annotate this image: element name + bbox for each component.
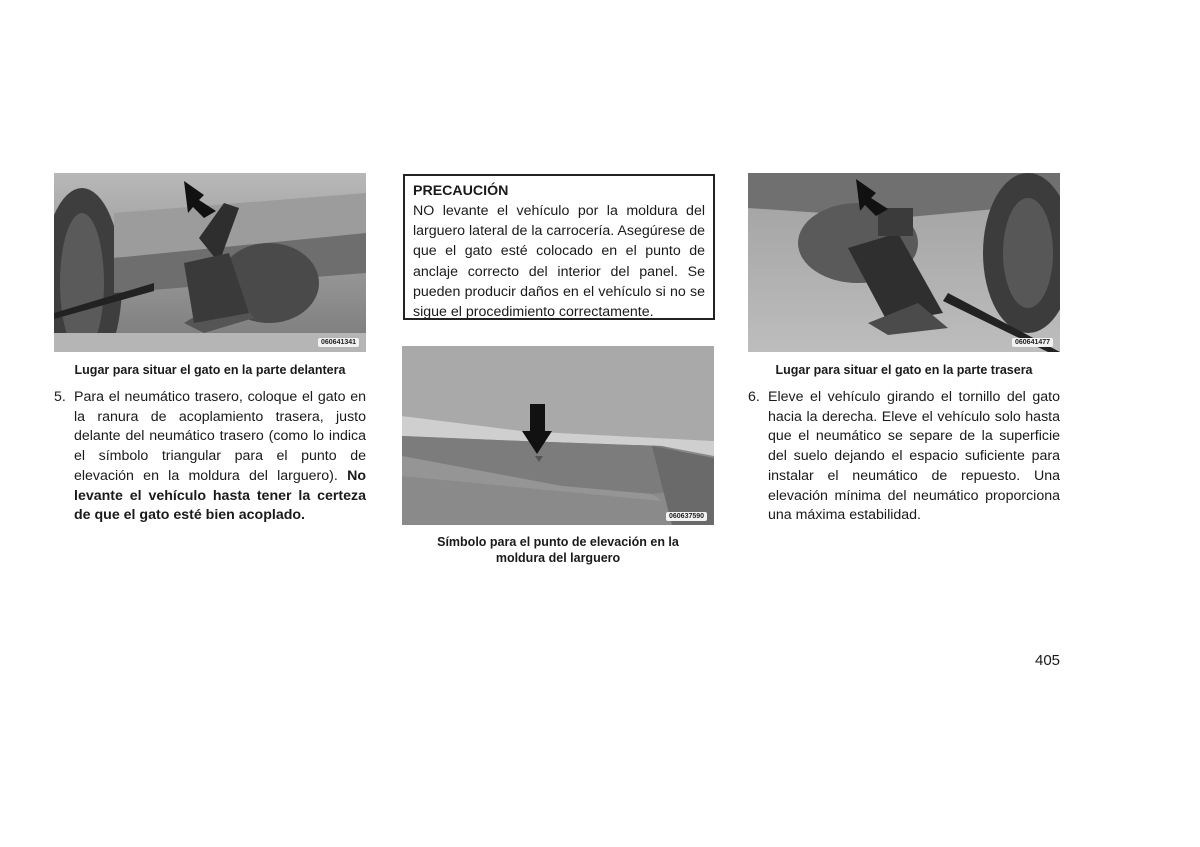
caution-box xyxy=(403,174,715,320)
step-number: 6. xyxy=(748,389,760,405)
figure-code: 060641477 xyxy=(1012,338,1053,347)
step-5 xyxy=(54,388,366,526)
figure-code: 060641341 xyxy=(318,338,359,347)
front-jack-photo xyxy=(54,173,366,352)
page-number: 405 xyxy=(1035,652,1061,669)
caution-title: PRECAUCIÓN xyxy=(413,183,509,199)
figure-caption xyxy=(396,534,720,566)
caution-text: NO levante el vehículo por la moldura del larguero lateral de la carrocería. Asegúrese de que el gato esté colocado en el punto de anclaje correcto del interior del panel. Se pueden producir daños en el vehículo si no se sigue el procedimiento correctamente. xyxy=(413,203,705,321)
step-text xyxy=(74,388,366,526)
figure-caption: Lugar para situar el gato en la parte delantera xyxy=(74,363,346,377)
figure-caption: Lugar para situar el gato en la parte trasera xyxy=(775,363,1033,377)
rear-jack-photo xyxy=(748,173,1060,352)
step-number: 5. xyxy=(54,389,66,405)
step-text-bold: No levante el vehículo hasta tener la certeza de que el gato esté bien acoplado. xyxy=(74,467,366,524)
step-text: Eleve el vehículo girando el tornillo del gato hacia la derecha. Eleve el vehículo solo hasta que el neumático se separe de la superficie del suelo dejando el espacio suficiente para instalar el neumático de repuesto. Una elevación mínima del neumático proporciona una máxima estabilidad. xyxy=(768,389,1060,524)
figure-caption-line: Símbolo para el punto de elevación en la xyxy=(437,535,679,549)
step-text-regular: Para el neumático trasero, coloque el gato en la ranura de acoplamiento trasera, justo delante del neumático trasero (como lo indica el símbolo triangular para el punto de elevación en la moldura del larguero). xyxy=(74,389,366,484)
rocker-molding-photo xyxy=(402,346,714,525)
figure-code: 060637590 xyxy=(666,512,707,521)
figure-caption-line: moldura del larguero xyxy=(495,551,621,565)
step-6 xyxy=(748,388,1060,526)
